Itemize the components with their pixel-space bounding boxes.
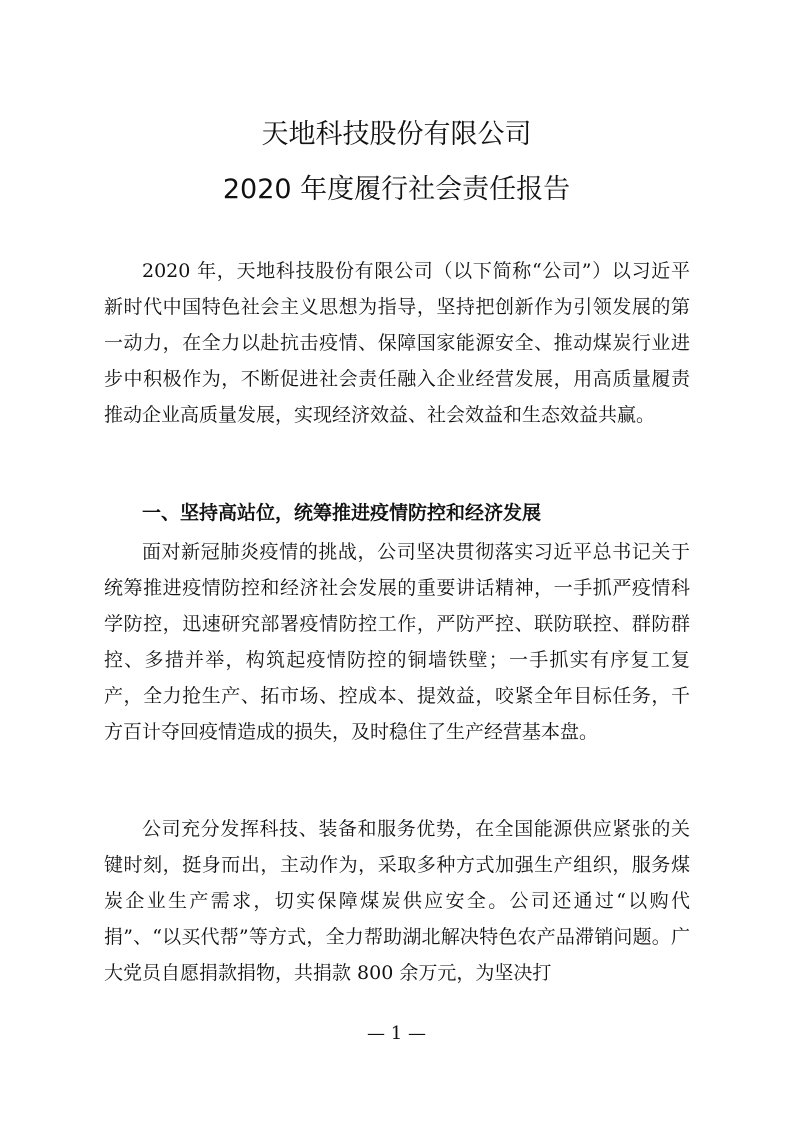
energy-supply-paragraph: 公司充分发挥科技、装备和服务优势，在全国能源供应紧张的关键时刻，挺身而出，主动作为，采取多种方式加强生产组织，服务煤炭企业生产需求，切实保障煤炭供应安全。公司还通过“以购代捐”、“以买代帮”等方式，全力帮助湖北解决特色农产品滞销问题。广大党员自愿捐款捐物，共捐款 800 余万元，为坚决打 bbox=[104, 818, 690, 984]
document-title-line-2: 2020 年度履行社会责任报告 bbox=[222, 174, 571, 205]
section-heading-1: 一、坚持高站位，统筹推进疫情防控和经济发展 bbox=[142, 502, 542, 524]
epidemic-control-paragraph: 面对新冠肺炎疫情的挑战，公司坚决贯彻落实习近平总书记关于统筹推进疫情防控和经济社会发展的重要讲话精神，一手抓严疫情科学防控，迅速研究部署疫情防控工作，严防严控、联防联控、群防群控、多措并举，构筑起疫情防控的铜墙铁壁；一手抓实有序复工复产，全力抢生产、拓市场、控成本、提效益，咬紧全年目标任务，千方百计夺回疫情造成的损失，及时稳住了生产经营基本盘。 bbox=[104, 541, 690, 743]
intro-paragraph: 2020 年，天地科技股份有限公司（以下简称“公司”）以习近平新时代中国特色社会主义思想为指导，坚持把创新作为引领发展的第一动力，在全力以赴抗击疫情、保障国家能源安全、推动煤炭行业进步中积极作为，不断促进社会责任融入企业经营发展，用高质量履责推动企业高质量发展，实现经济效益、社会效益和生态效益共赢。 bbox=[104, 260, 690, 426]
document-title-line-1: 天地科技股份有限公司 bbox=[261, 119, 532, 150]
page-number: — 1 — bbox=[367, 1023, 426, 1044]
